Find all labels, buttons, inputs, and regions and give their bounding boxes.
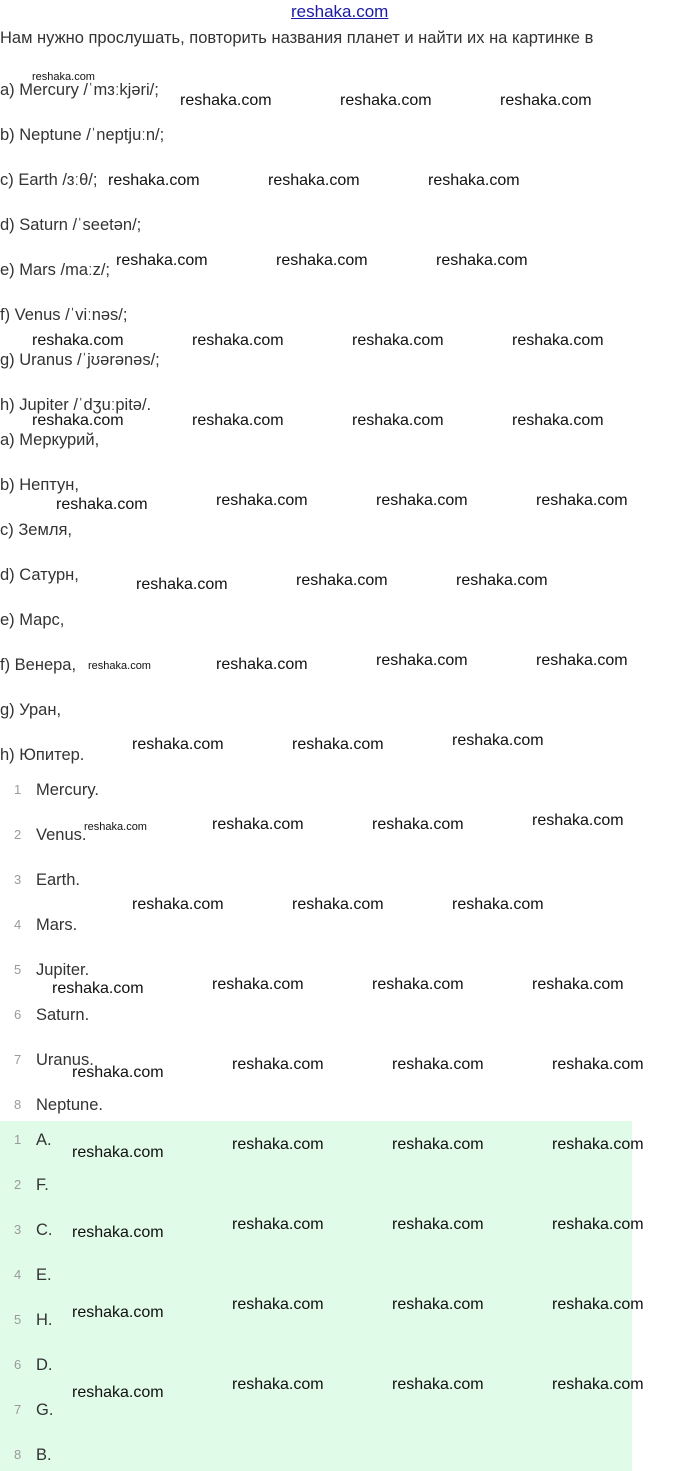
watermark: reshaka.com [72,1384,164,1401]
watermark: reshaka.com [428,172,520,189]
watermark: reshaka.com [132,896,224,913]
watermark: reshaka.com [372,816,464,833]
watermark: reshaka.com [352,332,444,349]
watermark: reshaka.com [552,1216,644,1233]
watermark: reshaka.com [456,572,548,589]
row-number: 6 [14,1357,22,1372]
watermark: reshaka.com [72,1144,164,1161]
transcription-line: c) Earth /ɜːθ/; [0,171,98,189]
watermark: reshaka.com [392,1136,484,1153]
watermark: reshaka.com [52,980,144,997]
watermark: reshaka.com [132,736,224,753]
watermark: reshaka.com [532,812,624,829]
answer-letter: E. [36,1266,52,1284]
watermark: reshaka.com [376,652,468,669]
watermark: reshaka.com [276,252,368,269]
answer-letter: A. [36,1131,52,1149]
watermark: reshaka.com [72,1064,164,1081]
row-number: 1 [14,1132,22,1147]
row-number: 2 [14,827,22,842]
watermark: reshaka.com [352,412,444,429]
site-logo-link[interactable]: reshaka.com [291,2,389,21]
answer-letter: B. [36,1446,52,1464]
row-number: 2 [14,1177,22,1192]
watermark: reshaka.com [32,71,95,83]
watermark: reshaka.com [536,492,628,509]
row-number: 7 [14,1402,22,1417]
transcription-line: d) Saturn /ˈseetən/; [0,216,142,234]
watermark: reshaka.com [392,1216,484,1233]
watermark: reshaka.com [136,576,228,593]
watermark: reshaka.com [232,1136,324,1153]
watermark: reshaka.com [532,976,624,993]
translation-line: e) Марс, [0,611,65,629]
transcription-line: g) Uranus /ˈjʊərənəs/; [0,351,160,369]
translation-line: f) Венера, [0,656,77,674]
watermark: reshaka.com [212,976,304,993]
watermark: reshaka.com [216,656,308,673]
watermark: reshaka.com [32,412,124,429]
watermark: reshaka.com [84,821,147,833]
watermark: reshaka.com [180,92,272,109]
row-number: 5 [14,962,22,977]
answer-letter: H. [36,1311,53,1329]
translation-line: g) Уран, [0,701,62,719]
watermark: reshaka.com [392,1376,484,1393]
transcription-line: b) Neptune /ˈneptjuːn/; [0,126,165,144]
planet-name: Jupiter. [36,961,90,979]
planet-name: Earth. [36,871,81,889]
transcription-line: f) Venus /ˈviːnəs/; [0,306,128,324]
watermark: reshaka.com [232,1376,324,1393]
watermark: reshaka.com [216,492,308,509]
translation-line: c) Земля, [0,521,72,539]
watermark: reshaka.com [232,1056,324,1073]
answer-letter: D. [36,1356,53,1374]
row-number: 8 [14,1097,22,1112]
row-number: 1 [14,782,22,797]
watermark: reshaka.com [192,332,284,349]
answer-letter: F. [36,1176,49,1194]
watermark: reshaka.com [392,1296,484,1313]
row-number: 6 [14,1007,22,1022]
answer-letter: G. [36,1401,54,1419]
translation-line: d) Сатурн, [0,566,79,584]
watermark: reshaka.com [552,1136,644,1153]
watermark: reshaka.com [292,736,384,753]
watermark: reshaka.com [32,332,124,349]
row-number: 5 [14,1312,22,1327]
watermark: reshaka.com [340,92,432,109]
watermark: reshaka.com [292,896,384,913]
transcription-line: h) Jupiter /ˈdʒuːpitə/. [0,396,152,414]
watermark: reshaka.com [56,496,148,513]
watermark: reshaka.com [552,1376,644,1393]
watermark: reshaka.com [212,816,304,833]
watermark: reshaka.com [512,412,604,429]
translation-line: h) Юпитер. [0,746,85,764]
translation-line: a) Меркурий, [0,431,100,449]
watermark: reshaka.com [552,1296,644,1313]
watermark: reshaka.com [500,92,592,109]
watermark: reshaka.com [452,732,544,749]
planet-name: Mars. [36,916,78,934]
planet-name: Uranus. [36,1051,94,1069]
watermark: reshaka.com [232,1296,324,1313]
transcription-line: a) Mercury /ˈmɜːkjəri/; [0,81,159,99]
answer-letter: C. [36,1221,53,1239]
planet-name: Saturn. [36,1006,90,1024]
watermark: reshaka.com [552,1056,644,1073]
planet-name: Mercury. [36,781,99,799]
watermark: reshaka.com [108,172,200,189]
watermark: reshaka.com [72,1304,164,1321]
watermark: reshaka.com [192,412,284,429]
watermark: reshaka.com [536,652,628,669]
planet-name: Neptune. [36,1096,103,1114]
watermark: reshaka.com [116,252,208,269]
watermark: reshaka.com [392,1056,484,1073]
row-number: 4 [14,917,22,932]
row-number: 8 [14,1447,22,1462]
watermark: reshaka.com [268,172,360,189]
transcription-line: e) Mars /maːz/; [0,261,111,279]
watermark: reshaka.com [232,1216,324,1233]
watermark: reshaka.com [72,1224,164,1241]
watermark: reshaka.com [372,976,464,993]
row-number: 3 [14,1222,22,1237]
watermark: reshaka.com [296,572,388,589]
translation-line: b) Нептун, [0,476,79,494]
watermark: reshaka.com [512,332,604,349]
watermark: reshaka.com [436,252,528,269]
row-number: 3 [14,872,22,887]
row-number: 4 [14,1267,22,1282]
row-number: 7 [14,1052,22,1067]
watermark: reshaka.com [88,660,151,672]
watermark: reshaka.com [376,492,468,509]
task-intro: Нам нужно прослушать, повторить названия планет и найти их на картинке в [0,29,594,47]
planet-name: Venus. [36,826,87,844]
watermark: reshaka.com [452,896,544,913]
